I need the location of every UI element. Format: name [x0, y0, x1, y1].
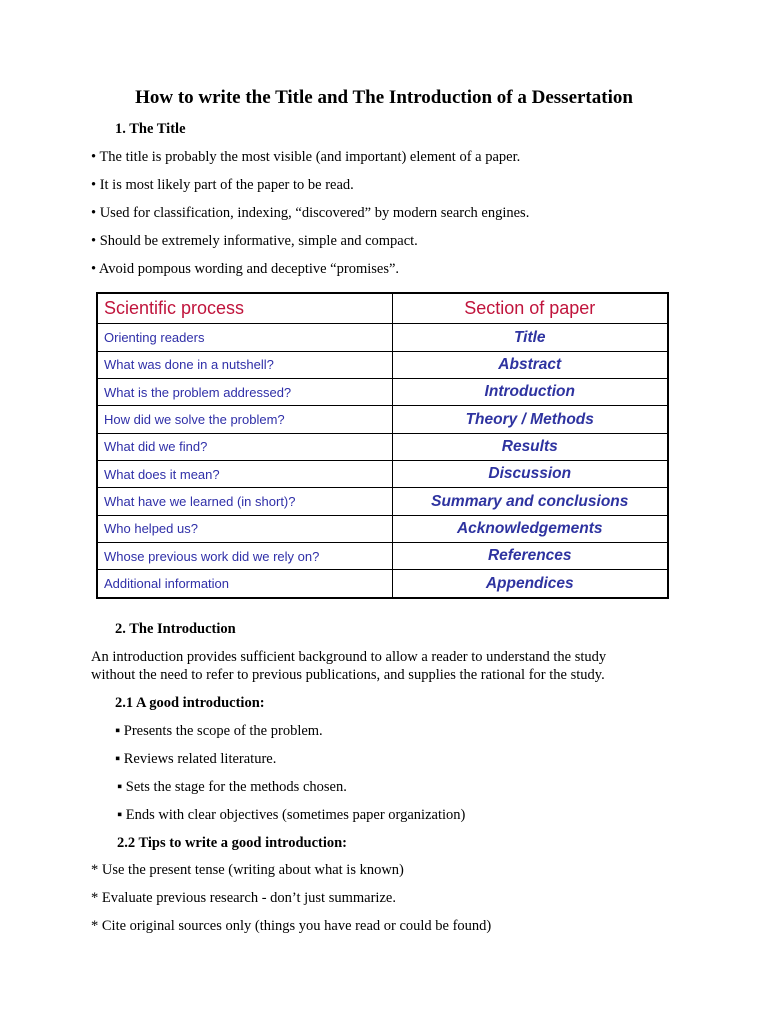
tip-item: * Use the present tense (writing about what is known) — [91, 862, 404, 878]
section-cell: Summary and conclusions — [392, 488, 668, 515]
section-cell: Abstract — [392, 351, 668, 378]
tip-item: * Cite original sources only (things you have read or could be found) — [91, 918, 492, 934]
process-cell: What have we learned (in short)? — [97, 488, 392, 515]
table-row — [97, 461, 668, 488]
process-cell: What was done in a nutshell? — [97, 351, 392, 378]
bullet-item: • Used for classification, indexing, “discovered” by modern search engines. — [91, 205, 530, 221]
section-cell: Discussion — [392, 461, 668, 488]
tip-item: * Evaluate previous research - don’t just summarize. — [91, 890, 396, 906]
header-scientific-process: Scientific process — [97, 293, 392, 324]
section-heading-introduction: 2. The Introduction — [115, 621, 236, 637]
process-cell: Whose previous work did we rely on? — [97, 543, 392, 570]
list-item: ▪ Sets the stage for the methods chosen. — [117, 779, 347, 795]
bullet-item: • The title is probably the most visible (and important) element of a paper. — [91, 149, 521, 165]
process-cell: Orienting readers — [97, 324, 392, 351]
bullet-item: • Should be extremely informative, simple and compact. — [91, 233, 418, 249]
bullet-item: • It is most likely part of the paper to be read. — [91, 177, 354, 193]
intro-paragraph-line: An introduction provides sufficient background to allow a reader to understand the study — [91, 649, 607, 665]
subheading-tips: 2.2 Tips to write a good introduction: — [117, 835, 348, 851]
table-row — [97, 406, 668, 433]
process-cell: What does it mean? — [97, 461, 392, 488]
header-section-of-paper: Section of paper — [392, 293, 668, 324]
table-row — [97, 351, 668, 378]
list-item: ▪ Reviews related literature. — [115, 751, 277, 767]
section-heading-title: 1. The Title — [115, 121, 186, 137]
process-section-table — [96, 292, 669, 599]
table-header-row — [97, 293, 668, 324]
list-item: ▪ Presents the scope of the problem. — [115, 723, 323, 739]
table-row — [97, 570, 668, 598]
table-row — [97, 379, 668, 406]
process-cell: What did we find? — [97, 433, 392, 460]
process-cell: Who helped us? — [97, 515, 392, 542]
section-cell: Appendices — [392, 570, 668, 598]
section-cell: References — [392, 543, 668, 570]
subheading-good-introduction: 2.1 A good introduction: — [115, 695, 265, 711]
section-cell: Results — [392, 433, 668, 460]
table-row — [97, 433, 668, 460]
process-cell: What is the problem addressed? — [97, 379, 392, 406]
process-cell: Additional information — [97, 570, 392, 598]
section-cell: Introduction — [392, 379, 668, 406]
section-cell: Title — [392, 324, 668, 351]
section-cell: Theory / Methods — [392, 406, 668, 433]
document-title: How to write the Title and The Introduction of a Dessertation — [135, 87, 633, 108]
table-row — [97, 488, 668, 515]
list-item: ▪ Ends with clear objectives (sometimes paper organization) — [117, 807, 466, 823]
table-row — [97, 515, 668, 542]
process-cell: How did we solve the problem? — [97, 406, 392, 433]
intro-paragraph-line: without the need to refer to previous publications, and supplies the rational for the study. — [91, 667, 605, 683]
section-cell: Acknowledgements — [392, 515, 668, 542]
table-row — [97, 543, 668, 570]
bullet-item: • Avoid pompous wording and deceptive “promises”. — [91, 261, 400, 277]
table-row — [97, 324, 668, 351]
